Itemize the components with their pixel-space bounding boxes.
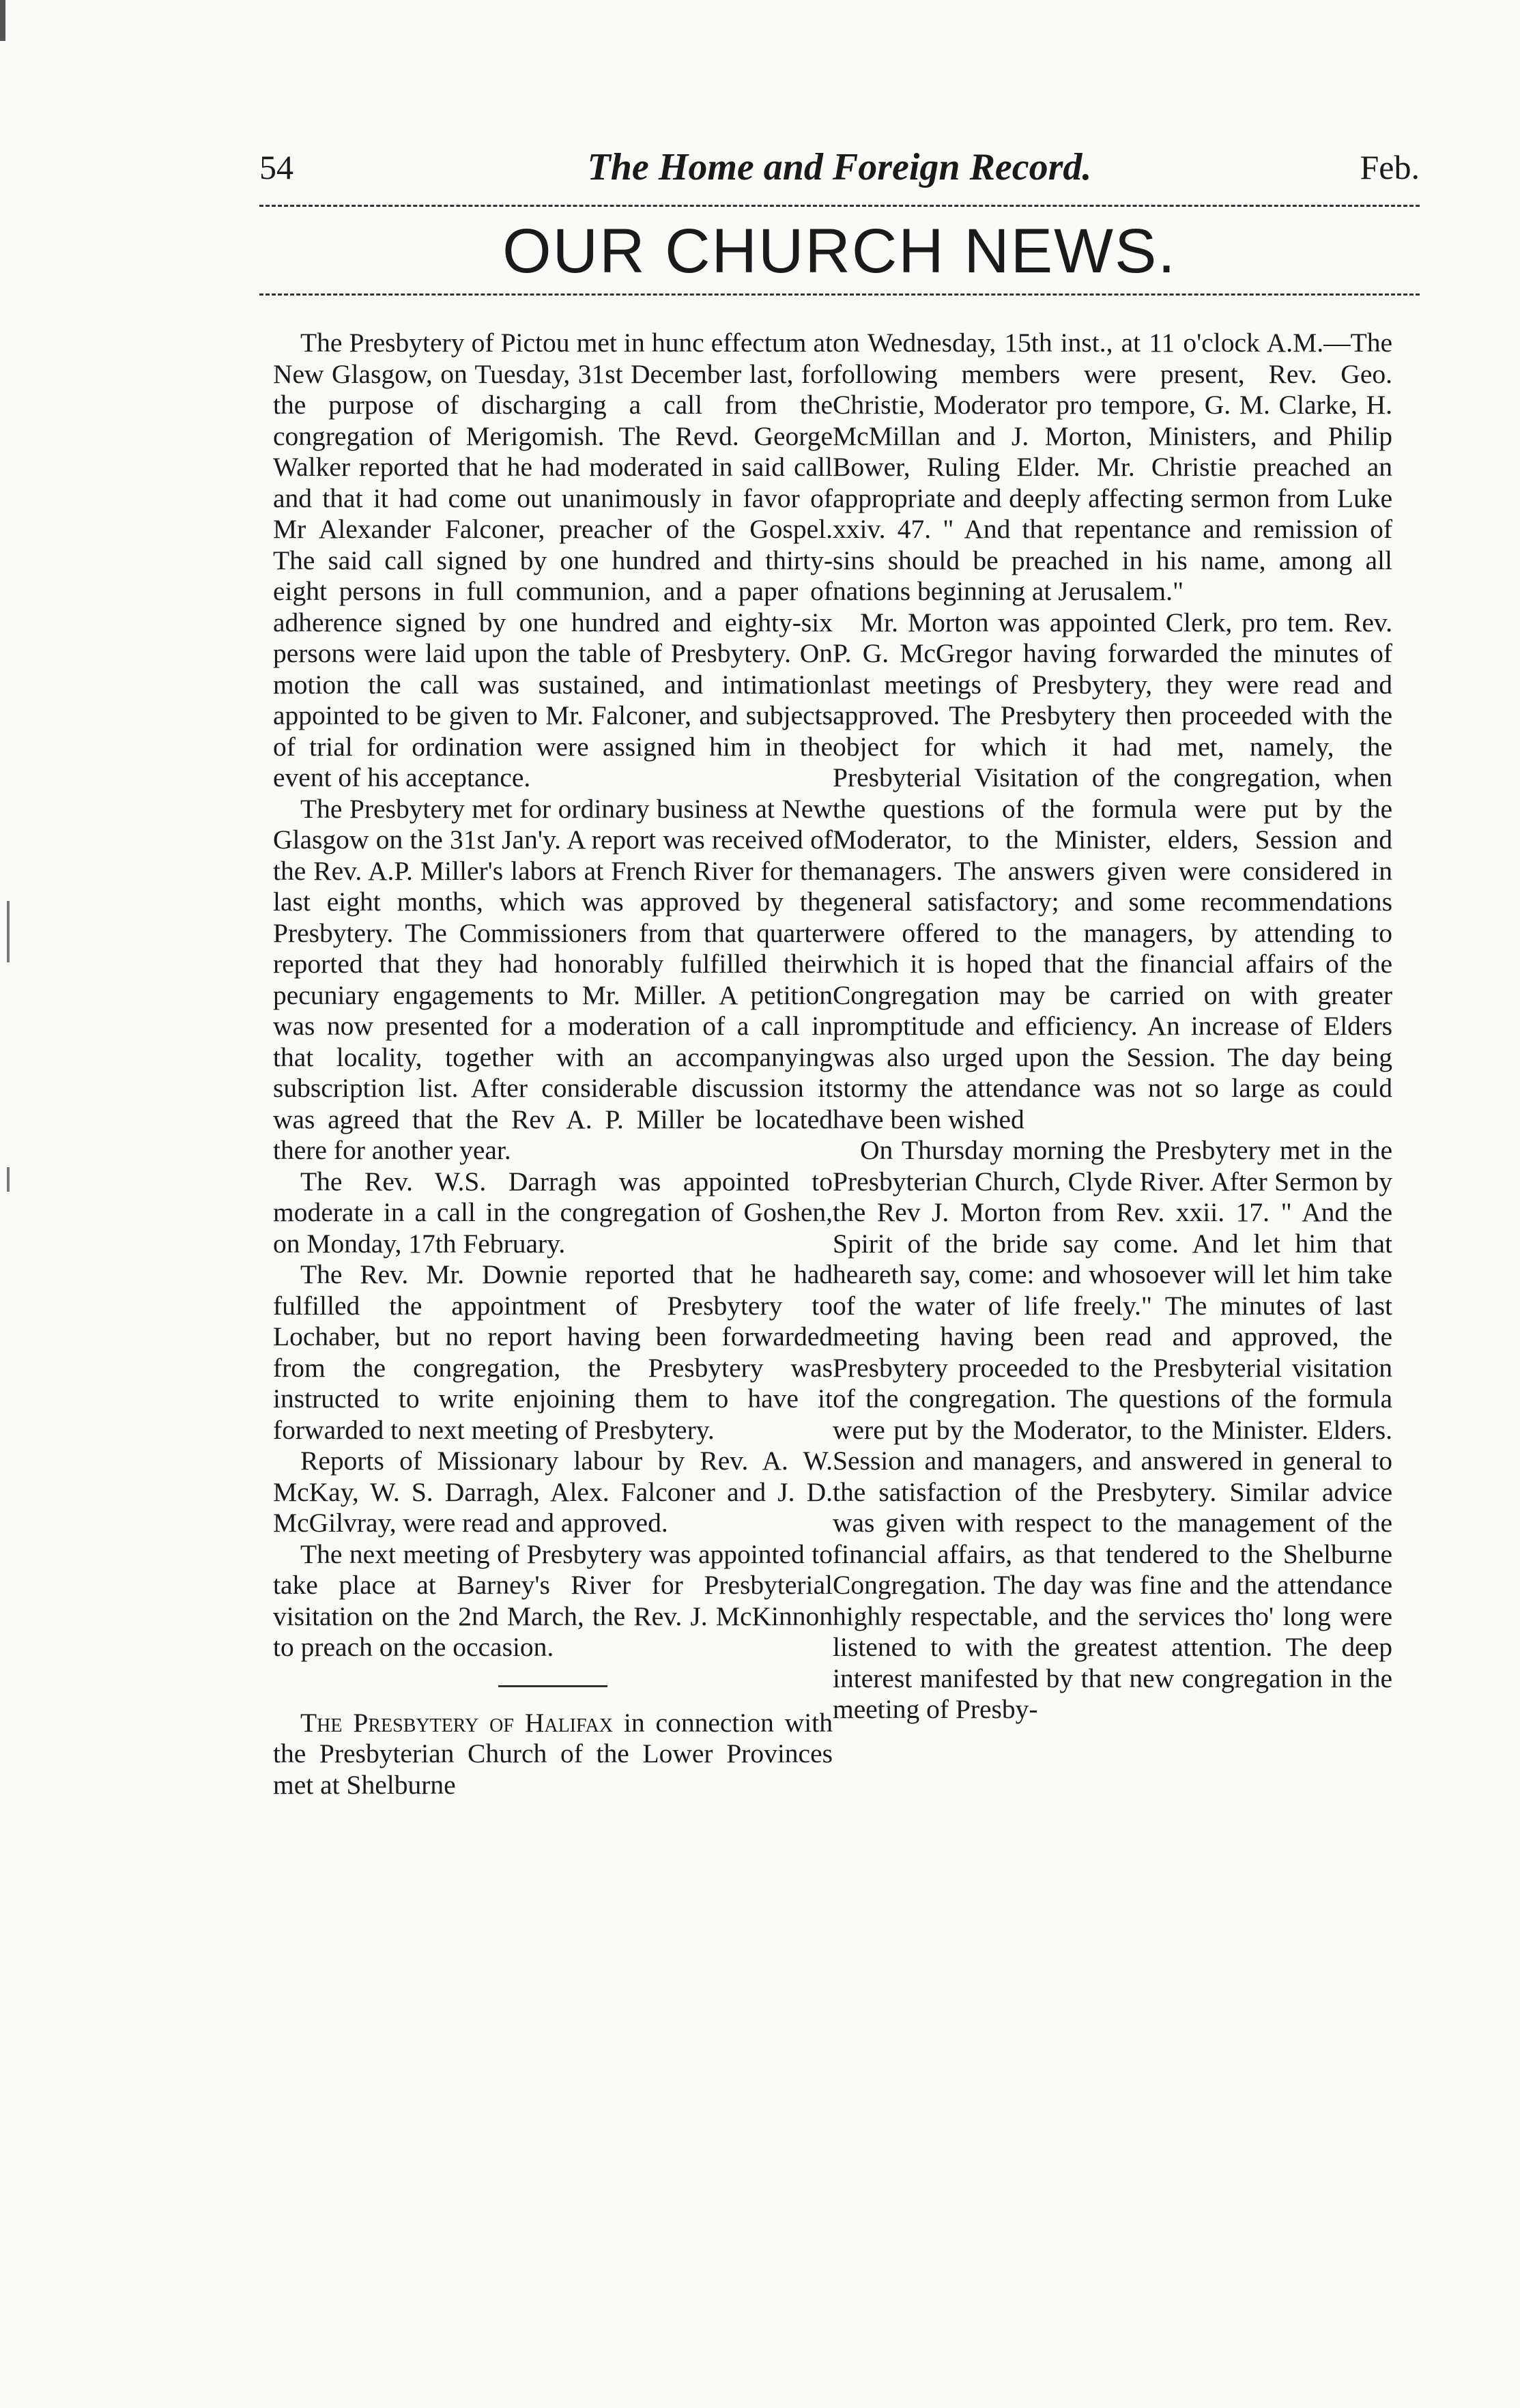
paragraph-halifax-presbytery xyxy=(273,1708,833,1801)
margin-mark xyxy=(0,0,5,41)
paragraph-new-glasgow-meeting: The Presbytery met for ordinary business at New Glasgow on the 31st Jan'y. A report was received of the Rev. A.P. Miller's labors at French River for the last eight months, which was approved by the Presbytery. The Commissioners from that quarter reported that they had honorably fulfilled their pecuniary engagements to Mr. Miller. A petition was now presented for a moderation of a call in that locality, together with an accompanying subscription list. After considerable discussion it was agreed that the Rev A. P. Miller be located there for another year. xyxy=(273,793,833,1165)
halifax-lead-words: The Presbytery of Halifax xyxy=(300,1707,613,1738)
paragraph-downie-report: The Rev. Mr. Downie reported that he had fulfilled the appointment of Presbytery to Lochaber, but no report having been forwarded from the congregation, the Presbytery was instructed to write enjoining them to have it forwarded to next meeting of Presbytery. xyxy=(273,1259,833,1445)
paragraph-pictou-call: The Presbytery of Pictou met in hunc effectum at New Glasgow, on Tuesday, 31st December last, for the purpose of discharging a call from the congregation of Merigomish. The Revd. George Walker reported that he had moderated in said call and that it had come out unanimously in favor of Mr Alexander Falconer, preacher of the Gospel. The said call signed by one hundred and thirty-eight persons in full communion, and a paper of adherence signed by one hundred and eighty-six persons were laid upon the table of Presbytery. On motion the call was sustained, and intimation appointed to be given to Mr. Falconer, and subjects of trial for ordination were assigned him in the event of his acceptance. xyxy=(273,328,833,792)
margin-mark xyxy=(7,1167,10,1192)
paragraph-clyde-river: On Thursday morning the Presbytery met in the Presbyterian Church, Clyde River. After Sermon by the Rev J. Morton from Rev. xxii. 17. " And the Spirit of the bride say come. And let him that heareth say, come: and whosoever will let him take of the water of life freely." The minutes of last meeting having been read and approved, the Presbytery proceeded to the Presbyterial visitation of the congregation. The questions of the formula were put by the Moderator, to the Minister. Elders. Session and managers, and answered in general to the satisfaction of the Presbytery. Similar advice was given with respect to the management of the financial affairs, as that tendered to the Shelburne Congregation. The day was fine and the attendance highly respectable, and the services tho' long were listened to with the greatest attention. The deep interest manifested by that new congregation in the meeting of Presby- xyxy=(833,1135,1392,1724)
title-rule xyxy=(259,293,1420,296)
running-header xyxy=(259,137,1420,198)
section-title: OUR CHURCH NEWS. xyxy=(502,216,1177,286)
journal-title: The Home and Foreign Record. xyxy=(587,146,1092,188)
paragraph-shelburne-meeting: on Wednesday, 15th inst., at 11 o'clock A.M.—The following members were present, Rev. Geo. Christie, Moderator pro tempore, G. M. Clarke, H. McMillan and J. Morton, Ministers, and Philip Bower, Ruling Elder. Mr. Christie preached an appropriate and deeply affecting sermon from Luke xxiv. 47. " And that repentance and remission of sins should be preached in his name, among all nations beginning at Jerusalem." xyxy=(833,328,1392,606)
left-column xyxy=(273,328,833,2341)
issue-month: Feb. xyxy=(1360,148,1420,186)
paragraph-darragh-appointment: The Rev. W.S. Darragh was appointed to moderate in a call in the congregation of Goshen, on Monday, 17th February. xyxy=(273,1166,833,1259)
margin-mark xyxy=(7,901,10,962)
right-column xyxy=(833,328,1392,2341)
paragraph-clerk-visitation: Mr. Morton was appointed Clerk, pro tem. Rev. P. G. McGregor having forwarded the minutes of last meetings of Presbytery, they were read and approved. The Presbytery then proceeded with the object for which it had met, namely, the Presbyterial Visitation of the congregation, when the questions of the formula were put by the Moderator, to the Minister, elders, Session and managers. The answers given were considered in general satisfactory; and some recommendations were offered to the managers, by attending to which it is hoped that the financial affairs of the Congregation may be carried on with greater promptitude and efficiency. An increase of Elders was also urged upon the Session. The day being stormy the attendance was not so large as could have been wished xyxy=(833,607,1392,1134)
paragraph-next-meeting: The next meeting of Presbytery was appointed to take place at Barney's River for Presbyterial visitation on the 2nd March, the Rev. J. McKinnon to preach on the occasion. xyxy=(273,1538,833,1662)
header-rule xyxy=(259,205,1420,207)
page-number: 54 xyxy=(259,148,293,186)
section-divider xyxy=(498,1685,607,1687)
paragraph-missionary-reports: Reports of Missionary labour by Rev. A. W. McKay, W. S. Darragh, Alex. Falconer and J. D. McGilvray, were read and approved. xyxy=(273,1446,833,1538)
halifax-text: in connection with the Presbyterian Church of the Lower Provinces met at Shelburne xyxy=(273,1707,833,1800)
